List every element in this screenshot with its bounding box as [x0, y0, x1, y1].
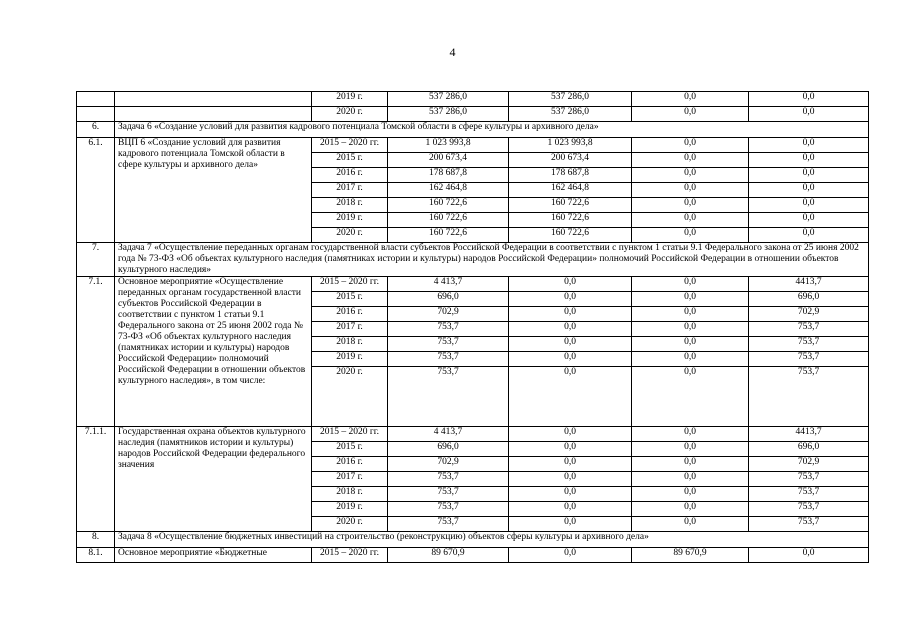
row-number: 7.1.1. [77, 427, 115, 532]
value-cell: 0,0 [632, 472, 749, 487]
value-cell: 0,0 [509, 517, 632, 532]
value-cell: 160 722,6 [388, 213, 509, 228]
value-cell: 537 286,0 [388, 107, 509, 122]
table-row [77, 427, 869, 442]
value-cell: 0,0 [632, 502, 749, 517]
value-cell: 0,0 [749, 107, 869, 122]
value-cell: 4 413,7 [388, 277, 509, 292]
value-cell: 0,0 [632, 292, 749, 307]
value-cell: 160 722,6 [509, 213, 632, 228]
value-cell: 753,7 [388, 337, 509, 352]
page-number: 4 [449, 45, 456, 59]
value-cell: 0,0 [509, 322, 632, 337]
value-cell: 4413,7 [749, 427, 869, 442]
value-cell: 753,7 [388, 487, 509, 502]
value-cell: 178 687,8 [388, 168, 509, 183]
period-cell: 2020 г. [312, 367, 388, 427]
value-cell: 0,0 [509, 337, 632, 352]
task-title: Задача 6 «Создание условий для развития кадрового потенциала Томской области в сфере культуры и архивного дела» [115, 122, 869, 138]
value-cell: 0,0 [632, 153, 749, 168]
value-cell: 702,9 [749, 457, 869, 472]
value-cell: 0,0 [509, 487, 632, 502]
value-cell: 537 286,0 [388, 92, 509, 107]
period-cell: 2016 г. [312, 307, 388, 322]
period-cell: 2018 г. [312, 487, 388, 502]
period-cell: 2015 – 2020 гг. [312, 427, 388, 442]
row-number: 6.1. [77, 138, 115, 243]
period-cell: 2020 г. [312, 228, 388, 243]
value-cell: 0,0 [632, 427, 749, 442]
period-cell: 2015 г. [312, 153, 388, 168]
period-cell: 2015 – 2020 гг. [312, 138, 388, 153]
value-cell: 0,0 [749, 92, 869, 107]
value-cell: 0,0 [632, 352, 749, 367]
value-cell: 200 673,4 [509, 153, 632, 168]
value-cell: 753,7 [749, 517, 869, 532]
value-cell: 178 687,8 [509, 168, 632, 183]
value-cell: 200 673,4 [388, 153, 509, 168]
value-cell: 753,7 [388, 367, 509, 427]
value-cell: 4 413,7 [388, 427, 509, 442]
budget-table [76, 91, 869, 563]
value-cell: 160 722,6 [388, 228, 509, 243]
value-cell: 753,7 [388, 517, 509, 532]
value-cell: 0,0 [632, 92, 749, 107]
period-cell: 2019 г. [312, 213, 388, 228]
budget-table-body [77, 92, 869, 563]
row-number [77, 107, 115, 122]
task-row [77, 532, 869, 548]
value-cell: 0,0 [749, 198, 869, 213]
value-cell: 696,0 [749, 442, 869, 457]
value-cell: 1 023 993,8 [388, 138, 509, 153]
task-title: Задача 7 «Осуществление переданных органам государственной власти субъектов Российской Федерации в соответствии с пунктом 1 статьи 9.1 Федерального закона от 25 июня 2002 года № 73-ФЗ «Об объектах культурного наследия (памятниках истории и культуры) народов Российской Федерации» полномочий Российской Федерации в отношении объектов культурного наследия» [115, 243, 869, 277]
period-cell: 2016 г. [312, 168, 388, 183]
task-number: 7. [77, 243, 115, 277]
period-cell: 2018 г. [312, 337, 388, 352]
value-cell: 702,9 [749, 307, 869, 322]
table-row [77, 548, 869, 563]
table-row [77, 277, 869, 292]
value-cell: 0,0 [632, 457, 749, 472]
row-name: ВЦП 6 «Создание условий для развития кадрового потенциала Томской области в сфере культуры и архивного дела» [115, 138, 312, 243]
period-cell: 2015 г. [312, 442, 388, 457]
value-cell: 753,7 [388, 322, 509, 337]
value-cell: 0,0 [632, 322, 749, 337]
value-cell: 0,0 [509, 502, 632, 517]
value-cell: 753,7 [749, 352, 869, 367]
value-cell: 702,9 [388, 457, 509, 472]
table-row [77, 138, 869, 153]
value-cell: 0,0 [632, 198, 749, 213]
period-cell: 2017 г. [312, 472, 388, 487]
period-cell: 2015 г. [312, 292, 388, 307]
value-cell: 160 722,6 [388, 198, 509, 213]
period-cell: 2015 – 2020 гг. [312, 277, 388, 292]
row-name: Государственная охрана объектов культурного наследия (памятников истории и культуры) народов Российской Федерации федерального значения [115, 427, 312, 532]
row-name [115, 107, 312, 122]
value-cell: 0,0 [749, 183, 869, 198]
row-number: 7.1. [77, 277, 115, 427]
value-cell: 696,0 [749, 292, 869, 307]
value-cell: 0,0 [749, 168, 869, 183]
value-cell: 753,7 [749, 487, 869, 502]
period-cell: 2018 г. [312, 198, 388, 213]
period-cell: 2019 г. [312, 92, 388, 107]
value-cell: 89 670,9 [388, 548, 509, 563]
value-cell: 160 722,6 [509, 228, 632, 243]
value-cell: 0,0 [749, 228, 869, 243]
value-cell: 0,0 [509, 442, 632, 457]
value-cell: 0,0 [509, 307, 632, 322]
task-row [77, 122, 869, 138]
value-cell: 0,0 [749, 548, 869, 563]
value-cell: 0,0 [632, 337, 749, 352]
value-cell: 753,7 [388, 502, 509, 517]
value-cell: 0,0 [509, 367, 632, 427]
value-cell: 753,7 [388, 472, 509, 487]
value-cell: 0,0 [632, 442, 749, 457]
value-cell: 0,0 [632, 183, 749, 198]
period-cell: 2017 г. [312, 183, 388, 198]
task-number: 6. [77, 122, 115, 138]
period-cell: 2019 г. [312, 502, 388, 517]
value-cell: 0,0 [632, 307, 749, 322]
row-number [77, 92, 115, 107]
value-cell: 753,7 [749, 472, 869, 487]
period-cell: 2020 г. [312, 517, 388, 532]
value-cell: 0,0 [632, 517, 749, 532]
value-cell: 753,7 [388, 352, 509, 367]
table-row [77, 92, 869, 107]
value-cell: 160 722,6 [509, 198, 632, 213]
row-name: Основное мероприятие «Бюджетные [115, 548, 312, 563]
value-cell: 0,0 [509, 548, 632, 563]
value-cell: 0,0 [632, 213, 749, 228]
value-cell: 0,0 [632, 138, 749, 153]
value-cell: 696,0 [388, 292, 509, 307]
value-cell: 0,0 [509, 352, 632, 367]
value-cell: 1 023 993,8 [509, 138, 632, 153]
value-cell: 753,7 [749, 367, 869, 427]
value-cell: 0,0 [749, 138, 869, 153]
value-cell: 0,0 [749, 213, 869, 228]
period-cell: 2015 – 2020 гг. [312, 548, 388, 563]
value-cell: 696,0 [388, 442, 509, 457]
row-name: Основное мероприятие «Осуществление переданных органам государственной власти субъектов Российской Федерации в соответствии с пунктом 1 статьи 9.1 Федерального закона от 25 июня 2002 года № 73-ФЗ «Об объектах культурного наследия (памятниках истории и культуры) народов Российской Федерации» полномочий Российской Федерации в отношении объектов культурного наследия», в том числе: [115, 277, 312, 427]
value-cell: 0,0 [632, 228, 749, 243]
value-cell: 0,0 [632, 107, 749, 122]
value-cell: 702,9 [388, 307, 509, 322]
value-cell: 537 286,0 [509, 107, 632, 122]
period-cell: 2016 г. [312, 457, 388, 472]
task-title: Задача 8 «Осуществление бюджетных инвестиций на строительство (реконструкцию) объектов сферы культуры и архивного дела» [115, 532, 869, 548]
value-cell: 0,0 [509, 427, 632, 442]
value-cell: 89 670,9 [632, 548, 749, 563]
period-cell: 2017 г. [312, 322, 388, 337]
value-cell: 0,0 [632, 367, 749, 427]
value-cell: 0,0 [632, 487, 749, 502]
value-cell: 0,0 [632, 168, 749, 183]
value-cell: 0,0 [509, 472, 632, 487]
value-cell: 0,0 [749, 153, 869, 168]
value-cell: 4413,7 [749, 277, 869, 292]
value-cell: 753,7 [749, 502, 869, 517]
value-cell: 0,0 [509, 457, 632, 472]
value-cell: 0,0 [632, 277, 749, 292]
value-cell: 753,7 [749, 322, 869, 337]
task-number: 8. [77, 532, 115, 548]
value-cell: 537 286,0 [509, 92, 632, 107]
table-row [77, 107, 869, 122]
period-cell: 2019 г. [312, 352, 388, 367]
value-cell: 753,7 [749, 337, 869, 352]
row-name [115, 92, 312, 107]
value-cell: 162 464,8 [509, 183, 632, 198]
value-cell: 0,0 [509, 277, 632, 292]
row-number: 8.1. [77, 548, 115, 563]
value-cell: 0,0 [509, 292, 632, 307]
period-cell: 2020 г. [312, 107, 388, 122]
value-cell: 162 464,8 [388, 183, 509, 198]
task-row [77, 243, 869, 277]
